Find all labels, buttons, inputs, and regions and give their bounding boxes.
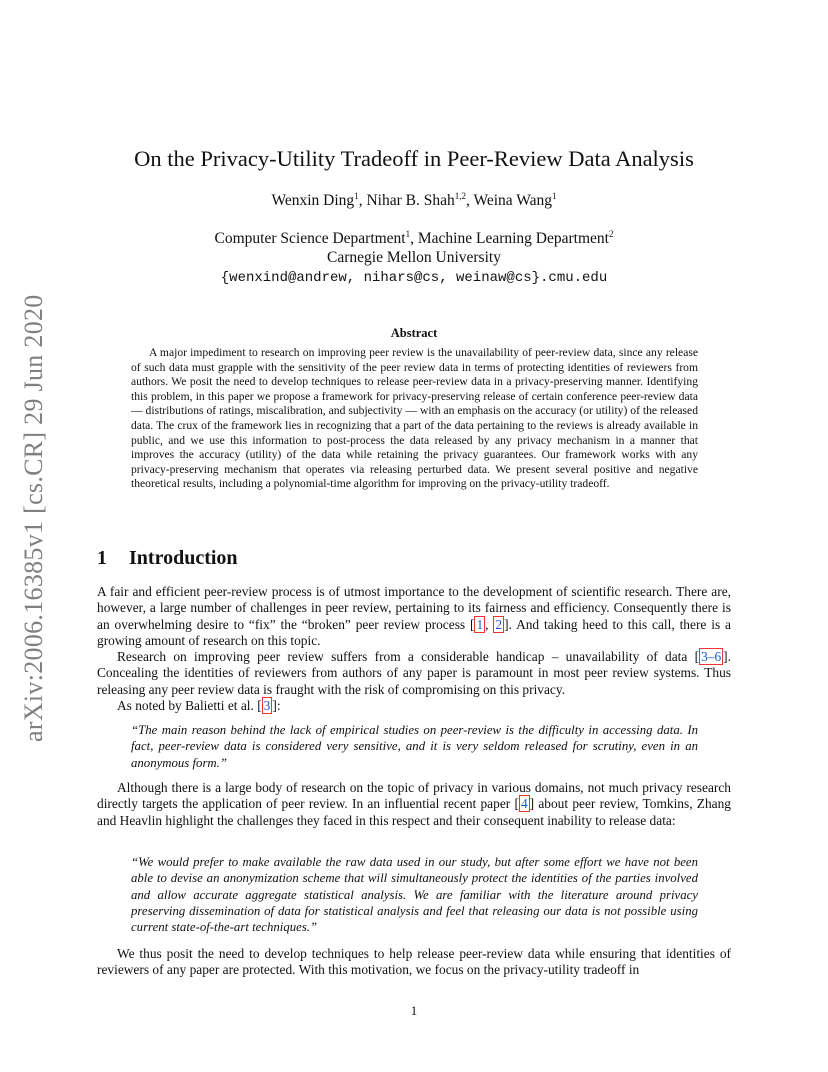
- paragraph-text: Research on improving peer review suffers from a considerable handicap – unavailability of data: [117, 649, 695, 665]
- department-ml: Machine Learning Department: [417, 230, 609, 248]
- citation-link[interactable]: 3–6: [701, 649, 722, 665]
- intro-block-1: [97, 584, 731, 714]
- department-cs: Computer Science Department: [214, 230, 406, 248]
- paragraph: Research on improving peer review suffers from a considerable handicap – unavailability of data [ 3–6 ]. Concealing the identities of reviewers from authors of any paper is paramount in most peer review systems. Thus releasing any peer review data is fraught with the risk of compromising on this privacy.: [97, 649, 731, 697]
- department-line: Computer Science Department$^1$, Machine Learning Department$^2$: [214, 229, 614, 248]
- author-list: Wenxin Ding$^1$, Nihar B. Shah$^{1,2}$, Weina Wang$^1$: [271, 191, 557, 210]
- paragraph-text: . Concealing the identities of reviewers from authors of any paper is paramount in most peer review systems. Thus releasing any peer review data is fraught with the risk of compromising on this privacy.: [97, 649, 731, 697]
- author-name: Nihar B. Shah: [366, 192, 455, 210]
- paragraph: A fair and efficient peer-review process is of utmost importance to the development of scientific research. There are, however, a large number of challenges in peer review, pertaining to its fairness and efficiency. Consequently there is an overwhelming desire to “fix” the “broken” peer review process [ 1 , 2 ]. And taking heed to this call, there is a growing amount of research on this topic.: [97, 584, 731, 648]
- arxiv-side-label: arXiv:2006.16385v1 [cs.CR] 29 Jun 2020: [19, 294, 48, 742]
- section-heading: [97, 547, 238, 570]
- author-name: Weina Wang: [473, 192, 553, 210]
- section-title: Introduction: [129, 547, 238, 569]
- intro-block-2: [97, 780, 731, 829]
- author-affiliation-mark: 1: [552, 191, 557, 201]
- paragraph: Although there is a large body of research on the topic of privacy in various domains, not much privacy research directly targets the application of peer review. In an influential recent paper [ 4 ] about peer review, Tomkins, Zhang and Heavlin highlight the challenges they faced in this respect and their consequent inability to release data:: [97, 780, 732, 828]
- affiliation-mark: 1: [405, 229, 411, 239]
- affiliation-block: [0, 225, 828, 288]
- paper-title: On the Privacy-Utility Tradeoff in Peer-Review Data Analysis: [134, 146, 694, 171]
- paragraph-text: about peer review, Tomkins, Zhang and Heavlin highlight the challenges they faced in this respect and their consequent inability to release data:: [97, 796, 732, 828]
- section-number: 1: [97, 547, 107, 569]
- paragraph-text: Although there is a large body of research on the topic of privacy in various domains, not much privacy research directly targets the application of peer review. In an influential recent paper: [97, 780, 731, 812]
- university-name: Carnegie Mellon University: [327, 249, 501, 267]
- abstract-heading: Abstract: [390, 326, 438, 340]
- author-name: Wenxin Ding: [271, 192, 355, 210]
- quote-balietti: “The main reason behind the lack of empirical studies on peer-review is the difficulty in accessing data. In fact, peer-review data is considered very sensitive, and it is very seldom released for scrutiny, even in an anonymous form.”: [131, 723, 698, 770]
- citation-link[interactable]: 2: [495, 616, 503, 632]
- paragraph-text: . And taking heed to this call, there is a growing amount of research on this topic.: [97, 616, 731, 648]
- citation-link[interactable]: 1: [476, 616, 484, 632]
- author-affiliation-mark: 1,2: [454, 191, 466, 201]
- citation-link[interactable]: 3: [263, 698, 271, 714]
- intro-block-3: [97, 946, 731, 979]
- citation-link[interactable]: 4: [520, 796, 528, 812]
- affiliation-mark: 2: [608, 229, 614, 239]
- page-number: 1: [410, 1003, 418, 1018]
- paragraph-text: :: [276, 698, 281, 714]
- author-emails: {wenxind@andrew, nihars@cs, weinaw@cs}.cmu.edu: [220, 270, 608, 287]
- abstract-text: A major impediment to research on improving peer review is the unavailability of peer-review data, since any release of such data must grapple with the sensitivity of the peer review data in terms of protecting identities of reviewers from authors. We posit the need to develop techniques to release peer-review data in a privacy-preserving manner. Identifying this problem, in this paper we propose a framework for privacy-preserving release of certain conference peer-review data — distributions of ratings, miscalibration, and subjectivity — with an emphasis on the accuracy (or utility) of the released data. The crux of the framework lies in recognizing that a part of the data pertaining to the reviews is already available in public, and we use this information to post-process the data released by any privacy mechanism in a manner that improves the accuracy (utility) of the data while retaining the privacy guarantees. Our framework works with any privacy-preserving mechanism that operates via releasing perturbed data. We present several positive and negative theoretical results, including a polynomial-time algorithm for improving on the privacy-utility tradeoff.: [131, 346, 698, 491]
- author-affiliation-mark: 1: [354, 191, 359, 201]
- paragraph: As noted by Balietti et al. [ 3 ]:: [117, 698, 281, 714]
- paragraph-text: As noted by Balietti et al.: [117, 698, 258, 714]
- quote-tomkins: “We would prefer to make available the raw data used in our study, but after some effort we have not been able to devise an anonymization scheme that will simultaneously protect the identities of the parties involved and allow accurate aggregate statistical analysis. We are familiar with the literature around privacy preserving dissemination of data for statistical analysis and feel that releasing our data is not possible using current state-of-the-art techniques.”: [131, 855, 698, 935]
- paragraph-text: A fair and efficient peer-review process is of utmost importance to the development of scientific research. There are, however, a large number of challenges in peer review, pertaining to its fairness and efficiency. Consequently there is an overwhelming desire to “fix” the “broken” peer review process: [97, 584, 731, 632]
- paragraph: We thus posit the need to develop techniques to help release peer-review data while ensuring that identities of reviewers of any paper are protected. With this motivation, we focus on the privacy-utility tradeoff in: [97, 946, 731, 978]
